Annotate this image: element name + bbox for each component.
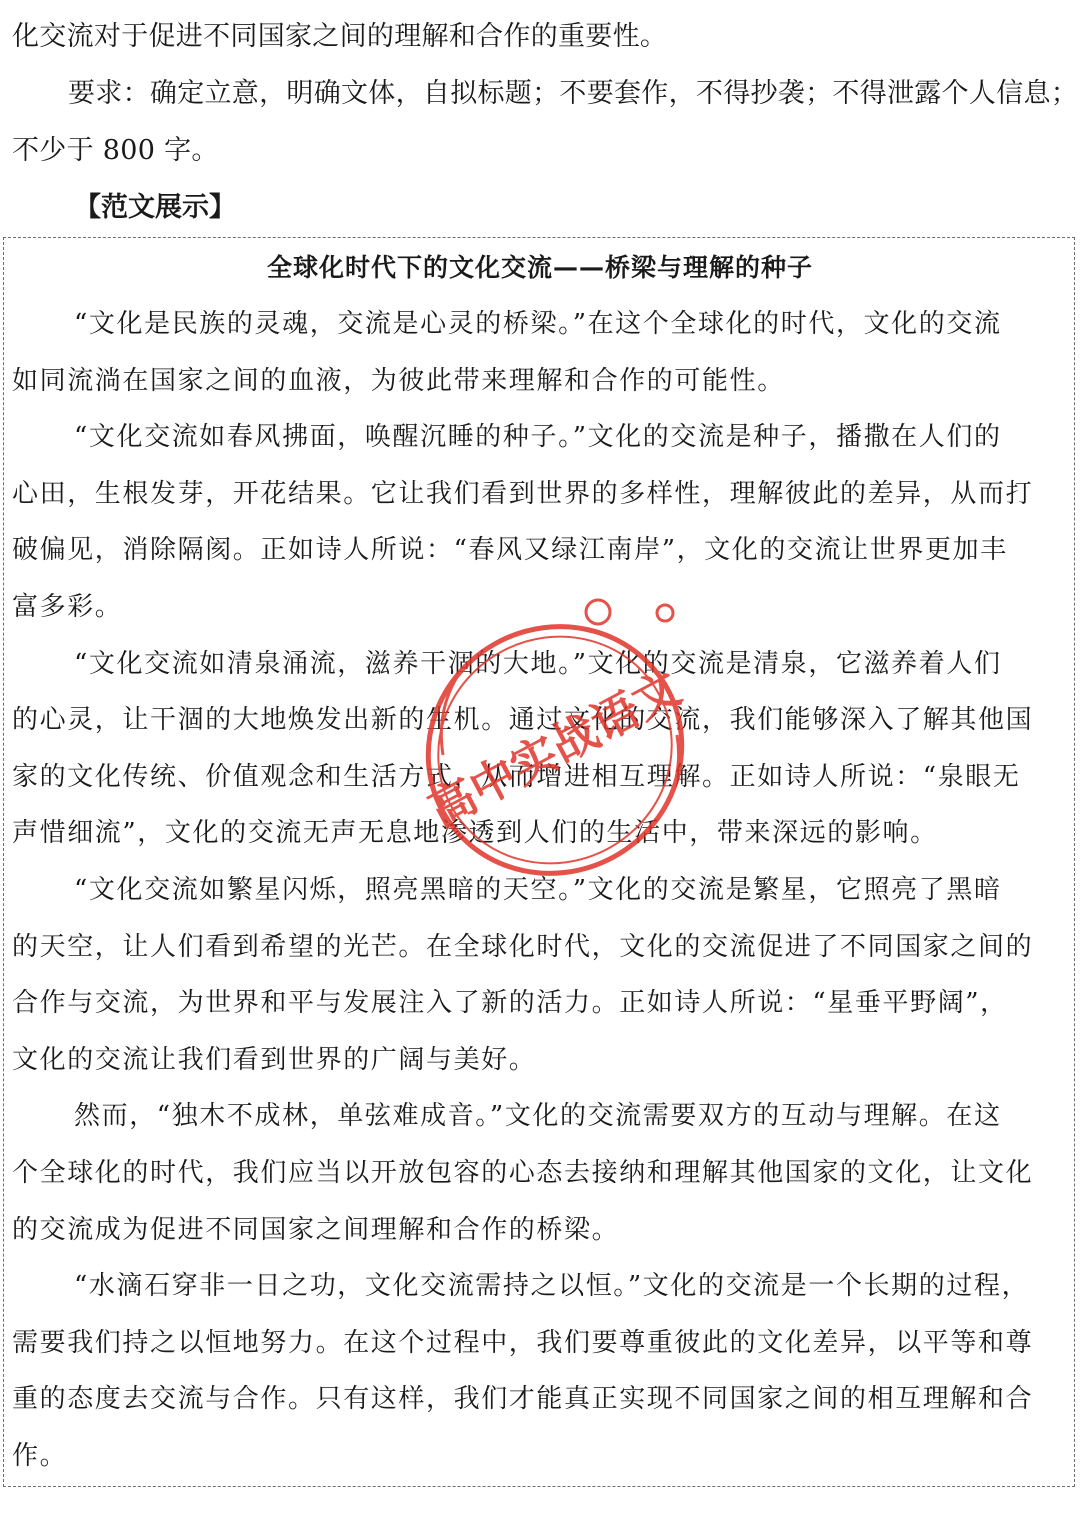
essay-line: 作。 xyxy=(12,1440,68,1471)
essay-line: 的交流成为促进不同国家之间理解和合作的桥梁。 xyxy=(12,1214,620,1245)
essay-line: 声惜细流”，文化的交流无声无息地渗透到人们的生活中，带来深远的影响。 xyxy=(12,818,938,849)
watermark-text: 高中实战语文 xyxy=(420,660,690,838)
essay-line: 个全球化的时代，我们应当以开放包容的心态去接纳和理解其他国家的文化，让文化 xyxy=(12,1157,1034,1188)
essay-line: 心田，生根发芽，开花结果。它让我们看到世界的多样性，理解彼此的差异，从而打 xyxy=(12,478,1034,509)
essay-line: “文化交流如春风拂面，唤醒沉睡的种子。”文化的交流是种子，播撒在人们的 xyxy=(74,422,1002,453)
essay-line: “文化交流如清泉涌流，滋养干涸的大地。”文化的交流是清泉，它滋养着人们 xyxy=(74,648,1002,679)
essay-line: “文化交流如繁星闪烁，照亮黑暗的天空。”文化的交流是繁星，它照亮了黑暗 xyxy=(74,874,1002,905)
prompt-section xyxy=(12,8,1079,236)
essay-line: 富多彩。 xyxy=(12,591,123,622)
essay-line: 的心灵，让干涸的大地焕发出新的生机。通过文化的交流，我们能够深入了解其他国 xyxy=(12,705,1034,736)
essay-line: 的天空，让人们看到希望的光芒。在全球化时代，文化的交流促进了不同国家之间的 xyxy=(12,931,1034,962)
essay-line: 然而，“独木不成林，单弦难成音。”文化的交流需要双方的互动与理解。在这 xyxy=(74,1101,1002,1132)
essay-line: 家的文化传统、价值观念和生活方式，从而增进相互理解。正如诗人所说：“泉眼无 xyxy=(12,761,1021,792)
essay-line: “文化是民族的灵魂，交流是心灵的桥梁。”在这个全球化的时代，文化的交流 xyxy=(74,309,1002,339)
prompt-line: 化交流对于促进不同国家之间的理解和合作的重要性。 xyxy=(12,21,668,52)
essay-line: 合作与交流，为世界和平与发展注入了新的活力。正如诗人所说：“星垂平野阔”， xyxy=(12,988,1008,1019)
essay-line: 破偏见，消除隔阂。正如诗人所说：“春风又绿江南岸”，文化的交流让世界更加丰 xyxy=(12,535,1008,566)
essay-line: 需要我们持之以恒地努力。在这个过程中，我们要尊重彼此的文化差异，以平等和尊 xyxy=(12,1327,1034,1358)
requirements-line: 要求：确定立意，明确文体，自拟标题；不要套作，不得抄袭；不得泄露个人信息； xyxy=(68,78,1079,109)
essay-line: 如同流淌在国家之间的血液，为彼此带来理解和合作的可能性。 xyxy=(12,365,785,396)
essay-line: “水滴石穿非一日之功，文化交流需持之以恒。”文化的交流是一个长期的过程， xyxy=(74,1271,1030,1302)
essay-body xyxy=(12,296,1070,1484)
essay-title: 全球化时代下的文化交流——桥梁与理解的种子 xyxy=(266,253,813,282)
sample-essay-label: 【范文展示】 xyxy=(74,192,236,223)
essay-line: 文化的交流让我们看到世界的广阔与美好。 xyxy=(12,1044,537,1075)
essay-line: 重的态度去交流与合作。只有这样，我们才能真正实现不同国家之间的相互理解和合 xyxy=(12,1384,1034,1415)
word-count-line: 不少于 800 字。 xyxy=(12,135,219,166)
